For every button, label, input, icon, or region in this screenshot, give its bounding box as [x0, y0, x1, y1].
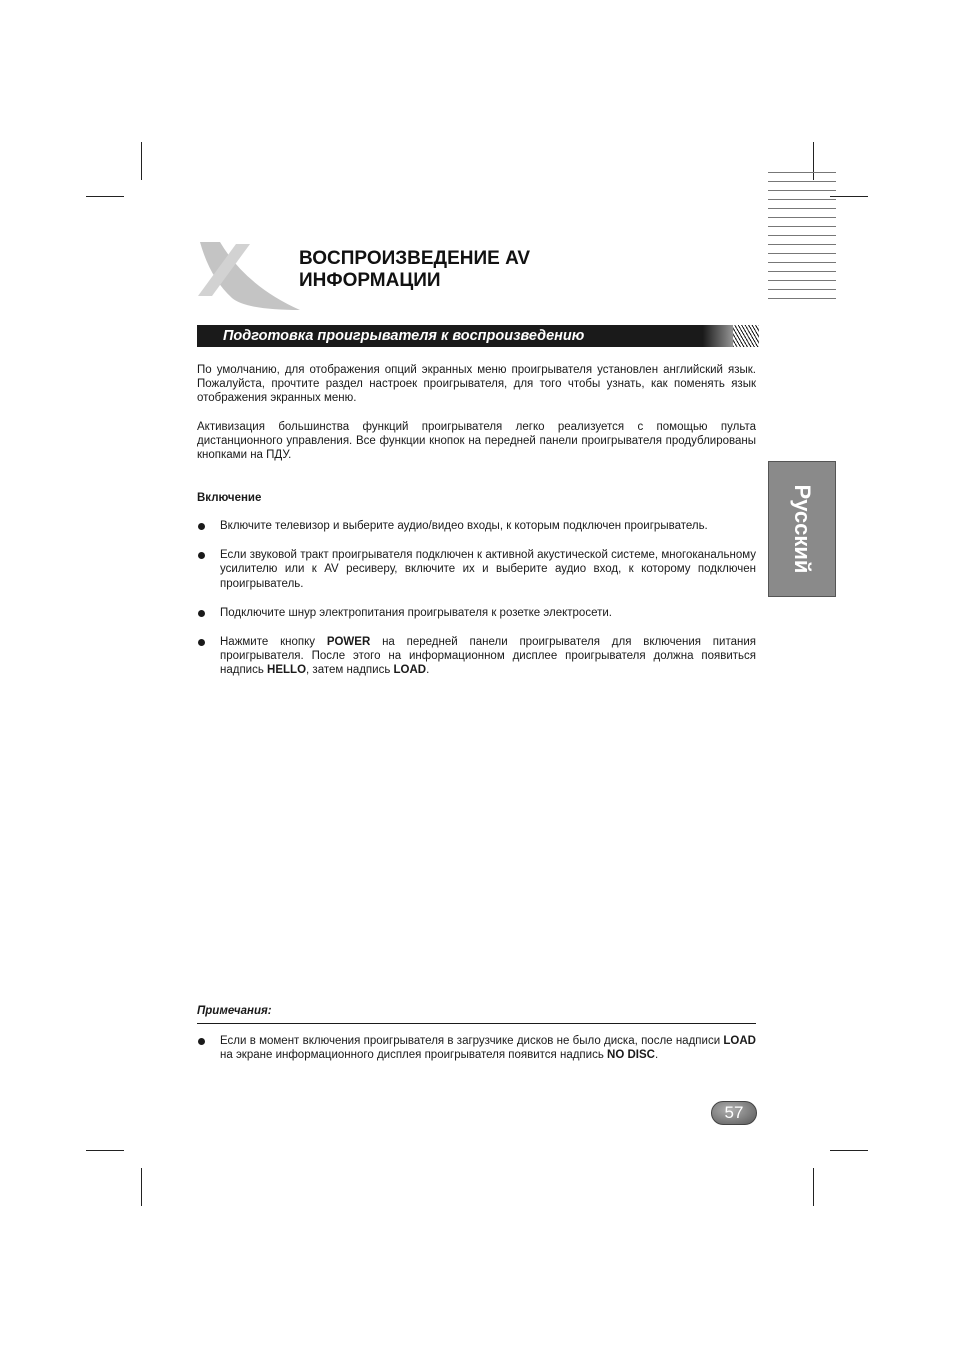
section-title: Подготовка проигрывателя к воспроизведению — [223, 328, 585, 344]
crop-mark — [86, 196, 124, 197]
crop-mark — [830, 1150, 868, 1151]
intro-paragraph-2: Активизация большинства функций проигрывателя легко реализуется с помощью пульта дистанционного управления. Все функции кнопок на передней панели проигрывателя продублированы кнопками на ПДУ. — [197, 421, 756, 462]
list-item-text-mid2: , затем надпись — [306, 664, 394, 677]
language-tab-label: Русский — [790, 484, 815, 574]
no-disc-keyword: NO DISC — [607, 1049, 655, 1062]
note-text-mid: на экране информационного дисплея проигрывателя появится надпись — [220, 1049, 608, 1062]
list-item — [197, 635, 756, 678]
notes-list — [197, 1034, 756, 1062]
decorative-stripes — [768, 172, 836, 307]
bullet-icon — [198, 523, 205, 530]
list-item — [197, 519, 756, 533]
bullet-icon — [198, 1038, 205, 1045]
notes-divider — [197, 1023, 756, 1024]
notes-heading: Примечания: — [197, 1005, 272, 1017]
hello-keyword: HELLO — [267, 664, 307, 677]
list-item — [197, 606, 756, 620]
page-title-line2: ИНФОРМАЦИИ — [299, 270, 441, 291]
bullet-icon — [198, 610, 205, 617]
load-keyword: LOAD — [723, 1035, 756, 1047]
crop-mark — [86, 1150, 124, 1151]
hatch-decoration — [733, 325, 759, 347]
power-on-steps — [197, 519, 756, 678]
bullet-icon — [198, 552, 205, 559]
list-item-text-mid: на передней панели проигрывателя для включения питания проигрывателя. После этого на информационном дисплее проигрывателя должна появиться надпись — [220, 636, 756, 677]
language-tab — [768, 461, 836, 597]
list-item — [197, 548, 756, 591]
load-keyword: LOAD — [393, 664, 427, 677]
page-number: 57 — [724, 1103, 744, 1122]
list-item-text-pre: Нажмите кнопку — [220, 636, 327, 649]
page-title-line1: ВОСПРОИЗВЕДЕНИЕ AV — [299, 248, 531, 269]
list-item-text: Включите телевизор и выберите аудио/видео входы, к которым подключен проигрыватель. — [220, 520, 708, 532]
page-title — [299, 248, 530, 292]
intro-paragraph-1: По умолчанию, для отображения опций экранных меню проигрывателя установлен английский язык. Пожалуйста, прочтите раздел настроек проигрывателя, для того чтобы узнать, как поменять язык отображения экранных меню. — [197, 364, 756, 405]
section-header-bar — [197, 325, 759, 347]
crop-mark — [141, 142, 142, 180]
bullet-icon — [198, 639, 205, 646]
crop-mark — [813, 1168, 814, 1206]
power-on-heading: Включение — [197, 492, 262, 504]
list-item-text: Если звуковой тракт проигрывателя подключен к активной акустической системе, многоканальному усилителю или к AV ресиверу, включите их и выберите аудио вход, к которому подключен проигрыватель. — [220, 549, 756, 590]
power-keyword: POWER — [326, 636, 371, 649]
note-text-pre: Если в момент включения проигрывателя в загрузчике дисков не было диска, после надписи — [220, 1035, 724, 1047]
crop-mark — [141, 1168, 142, 1206]
list-item-text: Подключите шнур электропитания проигрывателя к розетке электросети. — [220, 606, 612, 619]
brand-logo-icon — [196, 240, 300, 312]
list-item-text-end: . — [426, 664, 430, 677]
note-text-end: . — [654, 1049, 659, 1062]
list-item — [197, 1034, 756, 1062]
page-number-badge — [711, 1101, 757, 1125]
